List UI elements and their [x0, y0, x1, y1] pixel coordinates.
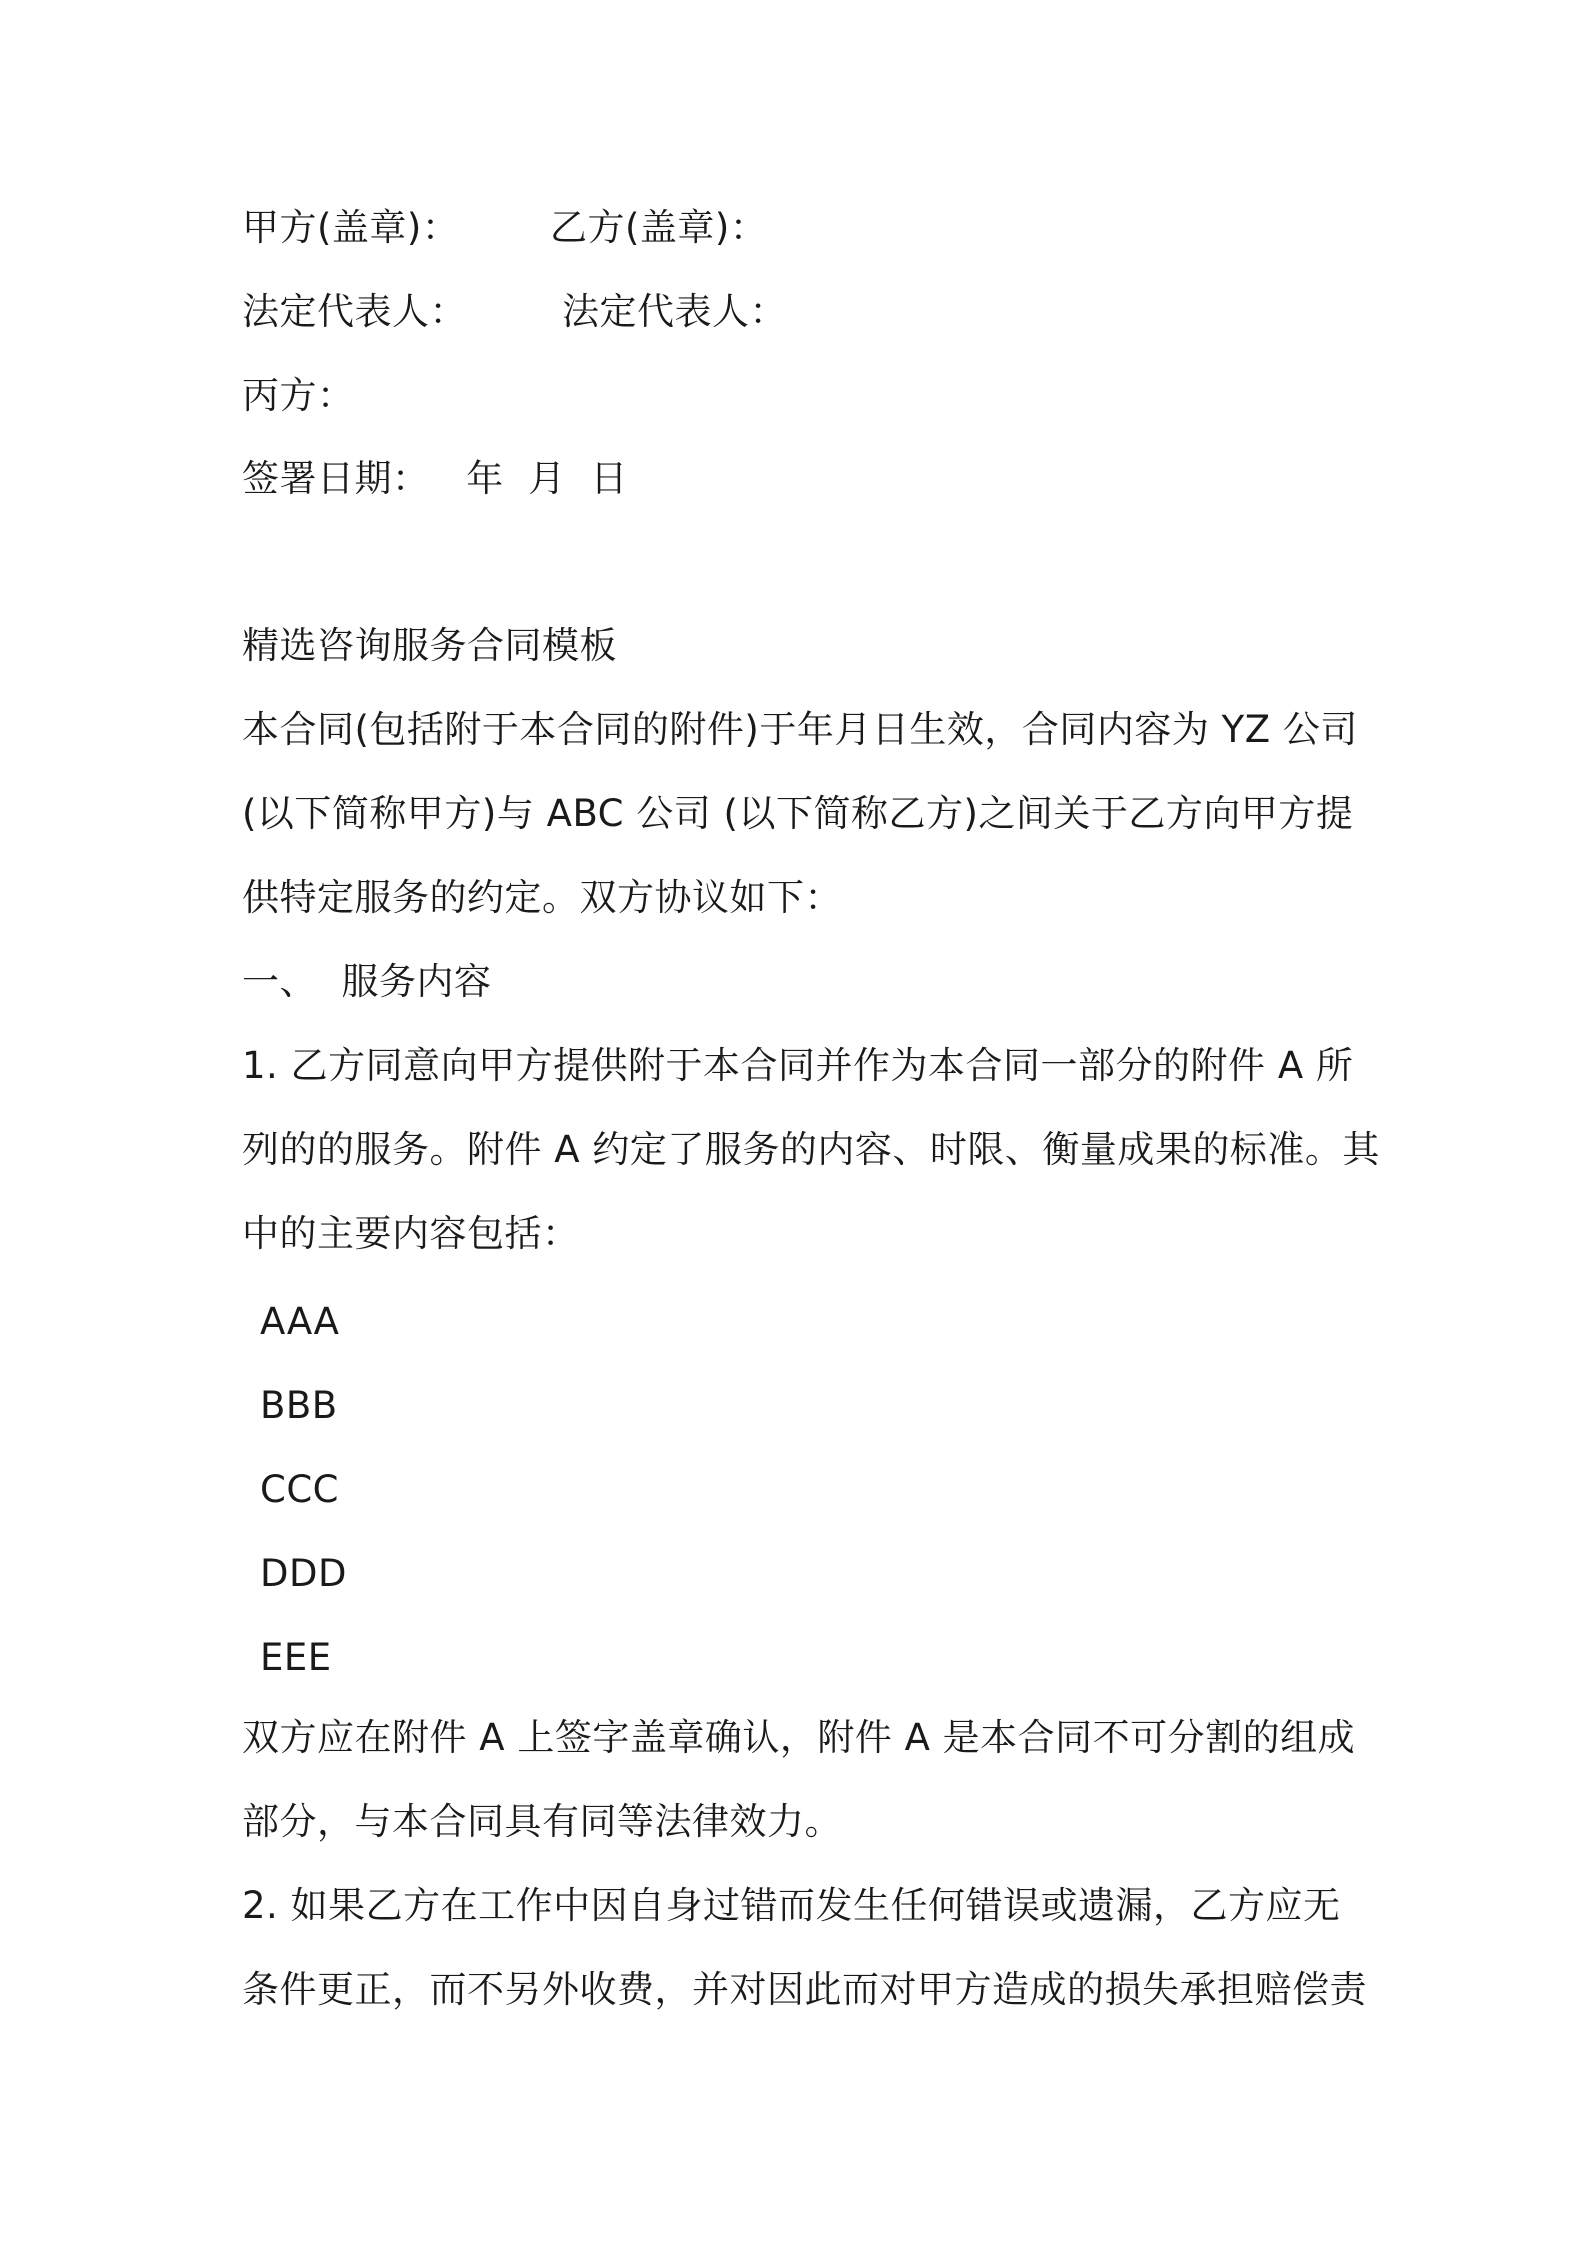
confirm-line: 部分，与本合同具有同等法律效力。 [242, 1800, 842, 1843]
party-b-seal-label: 乙方(盖章)： [550, 206, 768, 249]
intro-line: (以下简称甲方)与 ABC 公司 (以下简称乙方)之间关于乙方向甲方提 [242, 792, 1354, 835]
document-title: 精选咨询服务合同模板 [242, 624, 617, 667]
list-item: DDD [260, 1552, 347, 1595]
intro-line: 本合同(包括附于本合同的附件)于年月日生效，合同内容为 YZ 公司 [242, 708, 1358, 751]
clause-1-line: 1. 乙方同意向甲方提供附于本合同并作为本合同一部分的附件 A 所 [242, 1044, 1354, 1087]
party-c-label: 丙方： [242, 374, 355, 417]
sign-date-label: 签署日期： 年 月 日 [242, 457, 628, 500]
section-heading: 一、 服务内容 [242, 960, 492, 1003]
signature-row-seal [242, 204, 768, 252]
list-item: BBB [260, 1384, 338, 1427]
clause-1-line: 中的主要内容包括： [242, 1212, 580, 1255]
clause-2-line: 2. 如果乙方在工作中因自身过错而发生任何错误或遗漏，乙方应无 [242, 1884, 1341, 1927]
clause-1-line: 列的的服务。附件 A 约定了服务的内容、时限、衡量成果的标准。其 [242, 1128, 1380, 1171]
intro-line: 供特定服务的约定。双方协议如下： [242, 876, 842, 919]
signature-row-rep [242, 288, 787, 336]
clause-2-line: 条件更正，而不另外收费，并对因此而对甲方造成的损失承担赔偿责 [242, 1968, 1367, 2011]
list-item: CCC [260, 1468, 340, 1511]
party-a-seal-label: 甲方(盖章)： [242, 206, 460, 249]
party-b-rep-label: 法定代表人： [562, 290, 787, 333]
confirm-line: 双方应在附件 A 上签字盖章确认，附件 A 是本合同不可分割的组成 [242, 1716, 1356, 1759]
party-a-rep-label: 法定代表人： [242, 290, 467, 333]
list-item: AAA [260, 1300, 340, 1343]
list-item: EEE [260, 1636, 332, 1679]
